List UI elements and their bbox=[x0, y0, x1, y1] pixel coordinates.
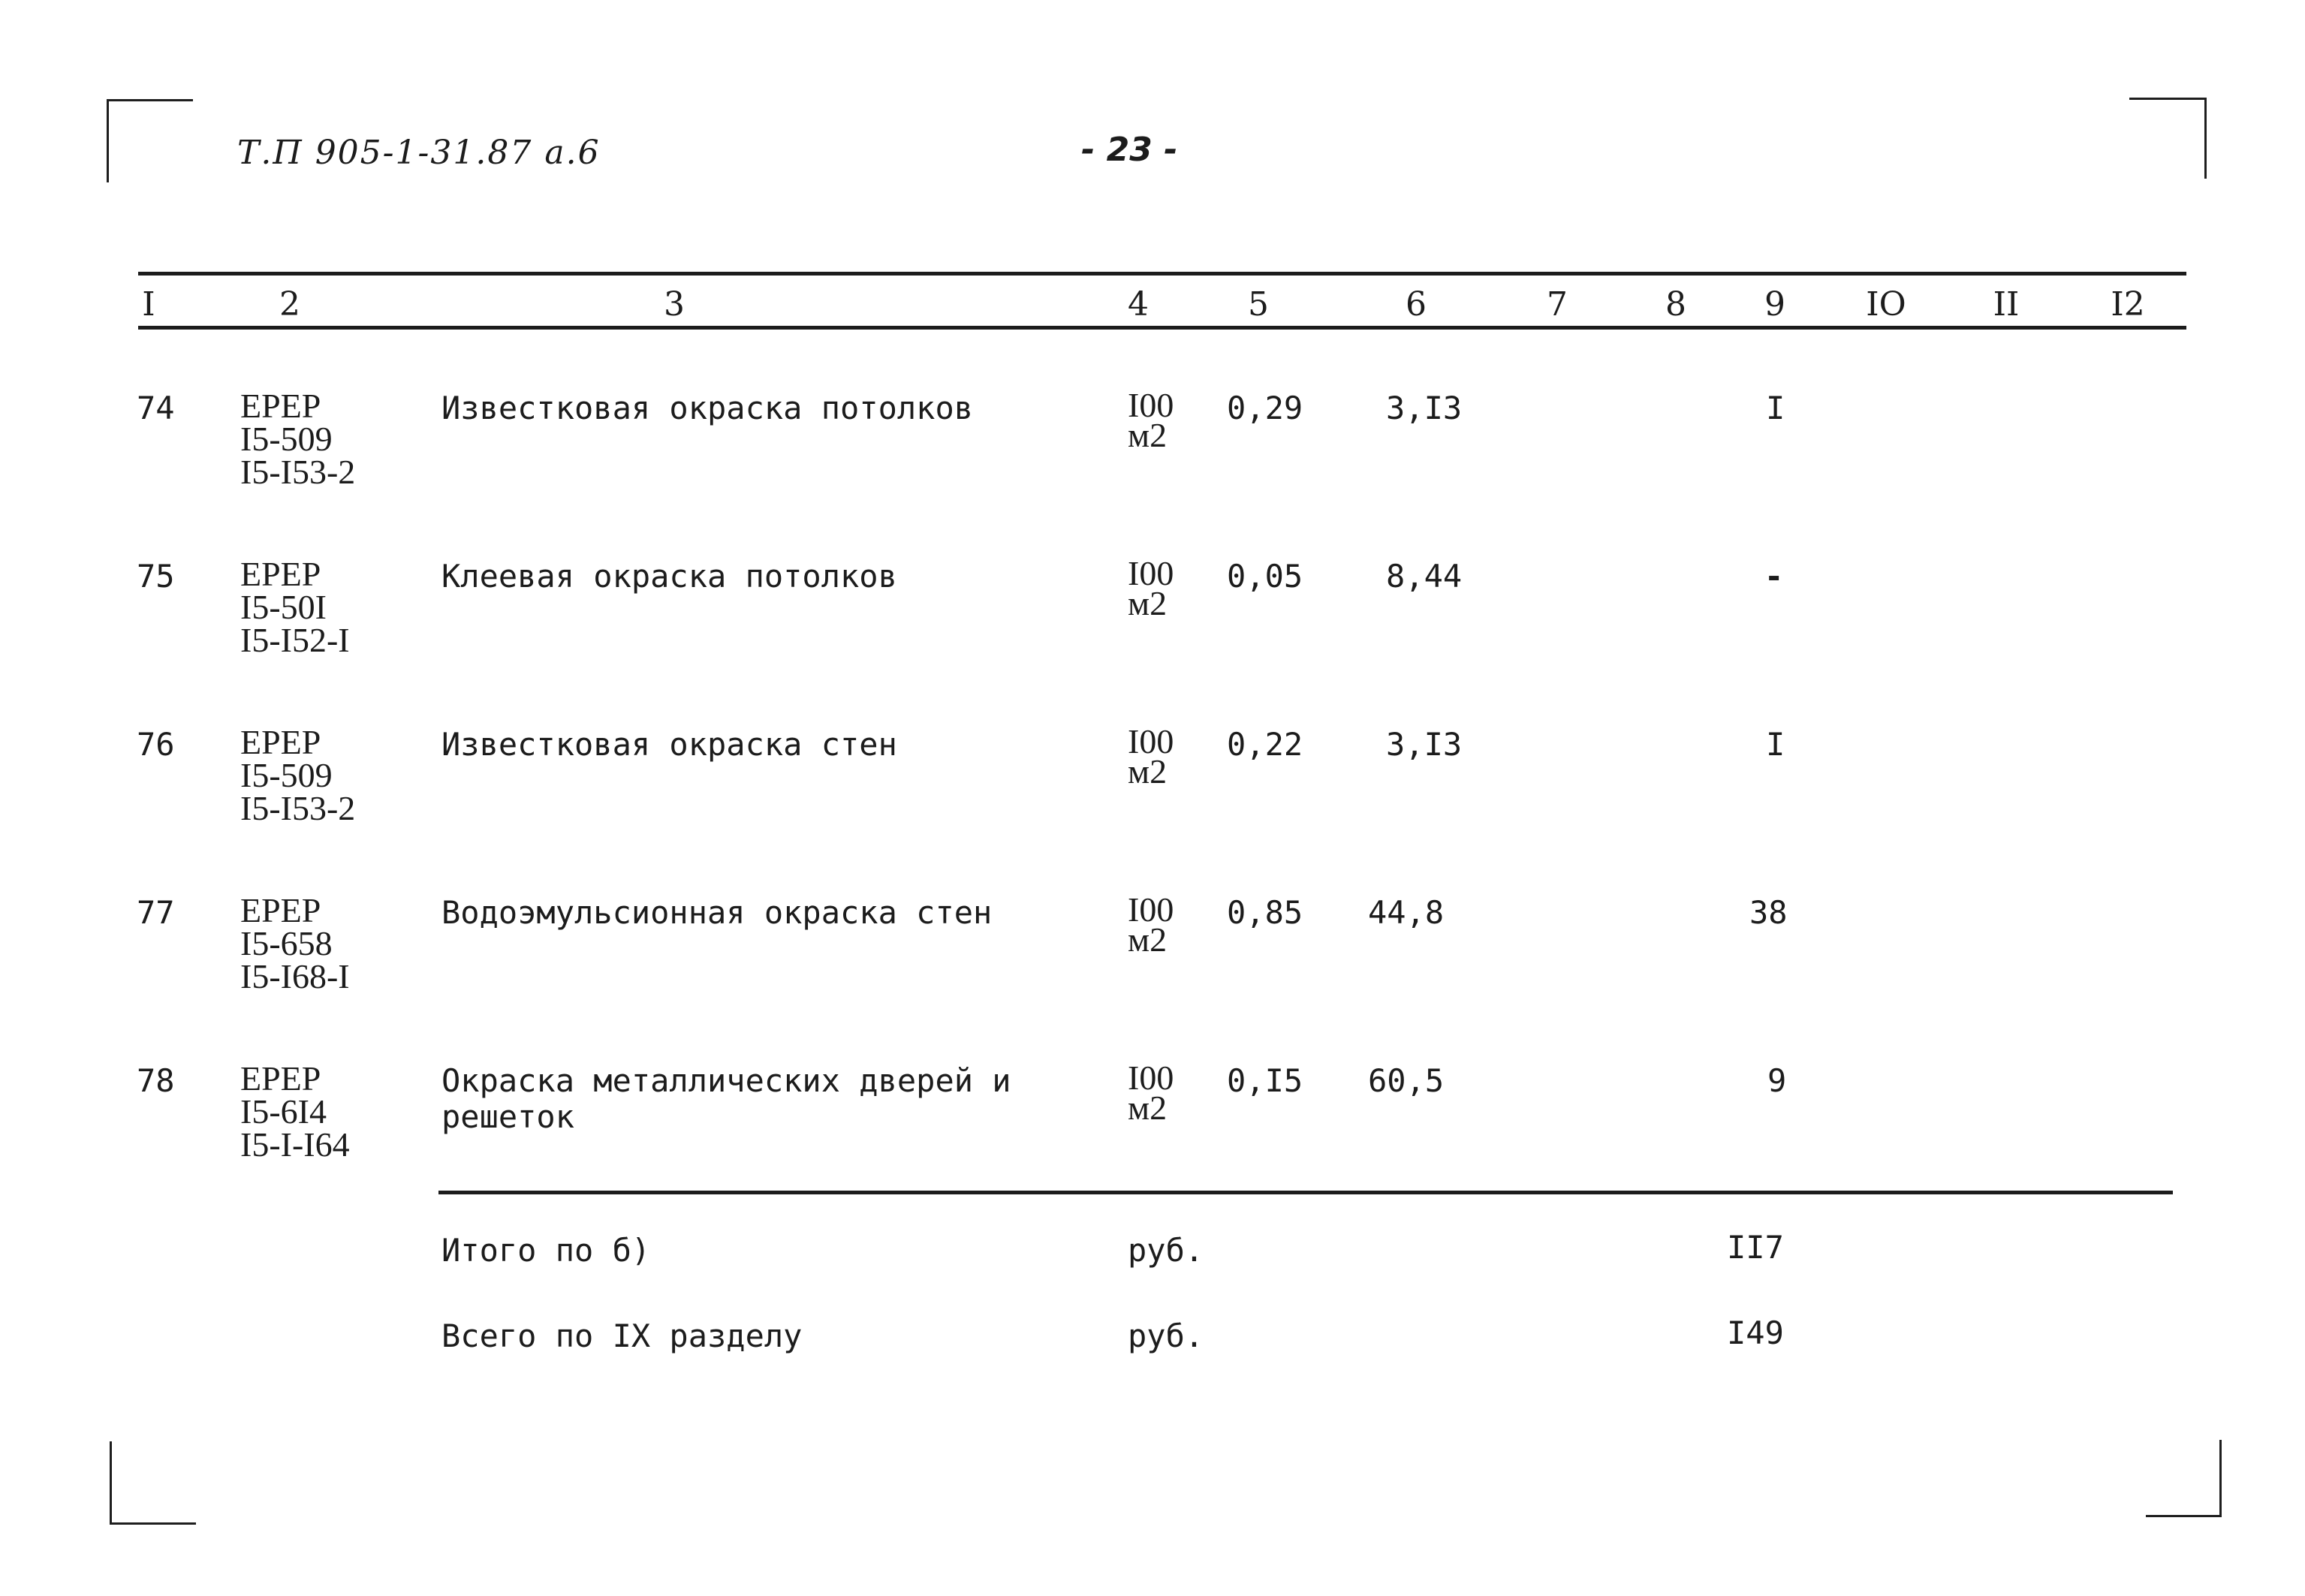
quantity: 0,22 bbox=[1227, 726, 1303, 763]
row-number: 77 bbox=[137, 894, 175, 931]
unit-line: м2 bbox=[1128, 584, 1168, 622]
norm-code-line: I5-509 bbox=[240, 756, 333, 794]
row-number: 78 bbox=[137, 1062, 175, 1099]
row-number: 74 bbox=[137, 390, 175, 426]
grand-total-unit: руб. bbox=[1128, 1317, 1204, 1354]
unit-line: м2 bbox=[1128, 752, 1168, 790]
unit-price: 8,44 bbox=[1386, 558, 1463, 595]
column-header: 3 bbox=[664, 285, 685, 324]
norm-code-line: ЕРЕР bbox=[240, 723, 321, 761]
column-header: 8 bbox=[1665, 285, 1686, 324]
work-description: Окраска металлических дверей и bbox=[441, 1062, 1011, 1099]
column-9-value: - bbox=[1764, 558, 1784, 595]
total-unit: руб. bbox=[1128, 1232, 1204, 1269]
column-header: II bbox=[1993, 285, 2020, 324]
corner-mark-bottom-left bbox=[110, 1441, 196, 1525]
norm-code-line: I5-I68-I bbox=[240, 957, 350, 995]
norm-code-line: ЕРЕР bbox=[240, 387, 321, 425]
column-header: I bbox=[142, 285, 155, 324]
quantity: 0,I5 bbox=[1227, 1062, 1303, 1099]
corner-mark-top-left bbox=[107, 99, 193, 182]
total-label: Итого по б) bbox=[441, 1232, 651, 1269]
row-number: 75 bbox=[137, 558, 175, 595]
column-header: IO bbox=[1866, 285, 1906, 324]
quantity: 0,05 bbox=[1227, 558, 1303, 595]
work-description: решеток bbox=[441, 1098, 575, 1135]
unit-line: I00 bbox=[1128, 722, 1174, 760]
norm-code-line: I5-I52-I bbox=[240, 621, 350, 659]
header-bottom-rule bbox=[138, 326, 2186, 330]
norm-code-line: ЕРЕР bbox=[240, 555, 321, 593]
norm-code-line: ЕРЕР bbox=[240, 891, 321, 929]
work-description: Клеевая окраска потолков bbox=[441, 558, 897, 595]
unit-price: 3,I3 bbox=[1386, 726, 1463, 763]
column-header: 2 bbox=[279, 285, 300, 324]
row-number: 76 bbox=[137, 726, 175, 763]
column-header: 6 bbox=[1406, 285, 1427, 324]
work-description: Известковая окраска стен bbox=[441, 726, 897, 763]
quantity: 0,29 bbox=[1227, 390, 1303, 426]
norm-code-line: I5-I53-2 bbox=[240, 453, 356, 491]
grand-total-value: I49 bbox=[1727, 1314, 1784, 1351]
norm-code-line: I5-6I4 bbox=[240, 1092, 327, 1131]
column-9-value: 9 bbox=[1767, 1062, 1787, 1099]
table-top-rule bbox=[138, 272, 2186, 276]
document-code: Т.П 905-1-31.87 а.6 bbox=[237, 134, 601, 172]
norm-code-line: ЕРЕР bbox=[240, 1059, 321, 1098]
unit-line: I00 bbox=[1128, 386, 1174, 424]
unit-price: 3,I3 bbox=[1386, 390, 1463, 426]
corner-mark-top-right bbox=[2129, 98, 2207, 179]
unit-price: 60,5 bbox=[1368, 1062, 1445, 1099]
norm-code-line: I5-509 bbox=[240, 420, 333, 458]
norm-code-line: I5-I53-2 bbox=[240, 789, 356, 827]
column-9-value: 38 bbox=[1749, 894, 1788, 931]
page-number: - 23 - bbox=[1081, 131, 1178, 169]
total-value: II7 bbox=[1727, 1229, 1784, 1266]
column-header: I2 bbox=[2111, 285, 2145, 324]
unit-price: 44,8 bbox=[1368, 894, 1445, 931]
totals-rule bbox=[438, 1191, 2173, 1194]
column-header: 4 bbox=[1128, 285, 1149, 324]
column-header: 5 bbox=[1248, 285, 1269, 324]
work-description: Водоэмульсионная окраска стен bbox=[441, 894, 993, 931]
unit-line: м2 bbox=[1128, 1089, 1168, 1127]
column-header: 9 bbox=[1764, 285, 1785, 324]
column-header: 7 bbox=[1547, 285, 1568, 324]
corner-mark-bottom-right bbox=[2146, 1440, 2222, 1517]
quantity: 0,85 bbox=[1227, 894, 1303, 931]
unit-line: м2 bbox=[1128, 920, 1168, 959]
norm-code-line: I5-658 bbox=[240, 924, 333, 962]
unit-line: I00 bbox=[1128, 1058, 1174, 1097]
column-9-value: I bbox=[1766, 726, 1785, 763]
grand-total-label: Всего по IX разделу bbox=[441, 1317, 803, 1354]
unit-line: м2 bbox=[1128, 416, 1168, 454]
unit-line: I00 bbox=[1128, 890, 1174, 929]
column-9-value: I bbox=[1766, 390, 1785, 426]
norm-code-line: I5-50I bbox=[240, 588, 327, 626]
work-description: Известковая окраска потолков bbox=[441, 390, 974, 426]
unit-line: I00 bbox=[1128, 554, 1174, 592]
norm-code-line: I5-I-I64 bbox=[240, 1125, 350, 1164]
